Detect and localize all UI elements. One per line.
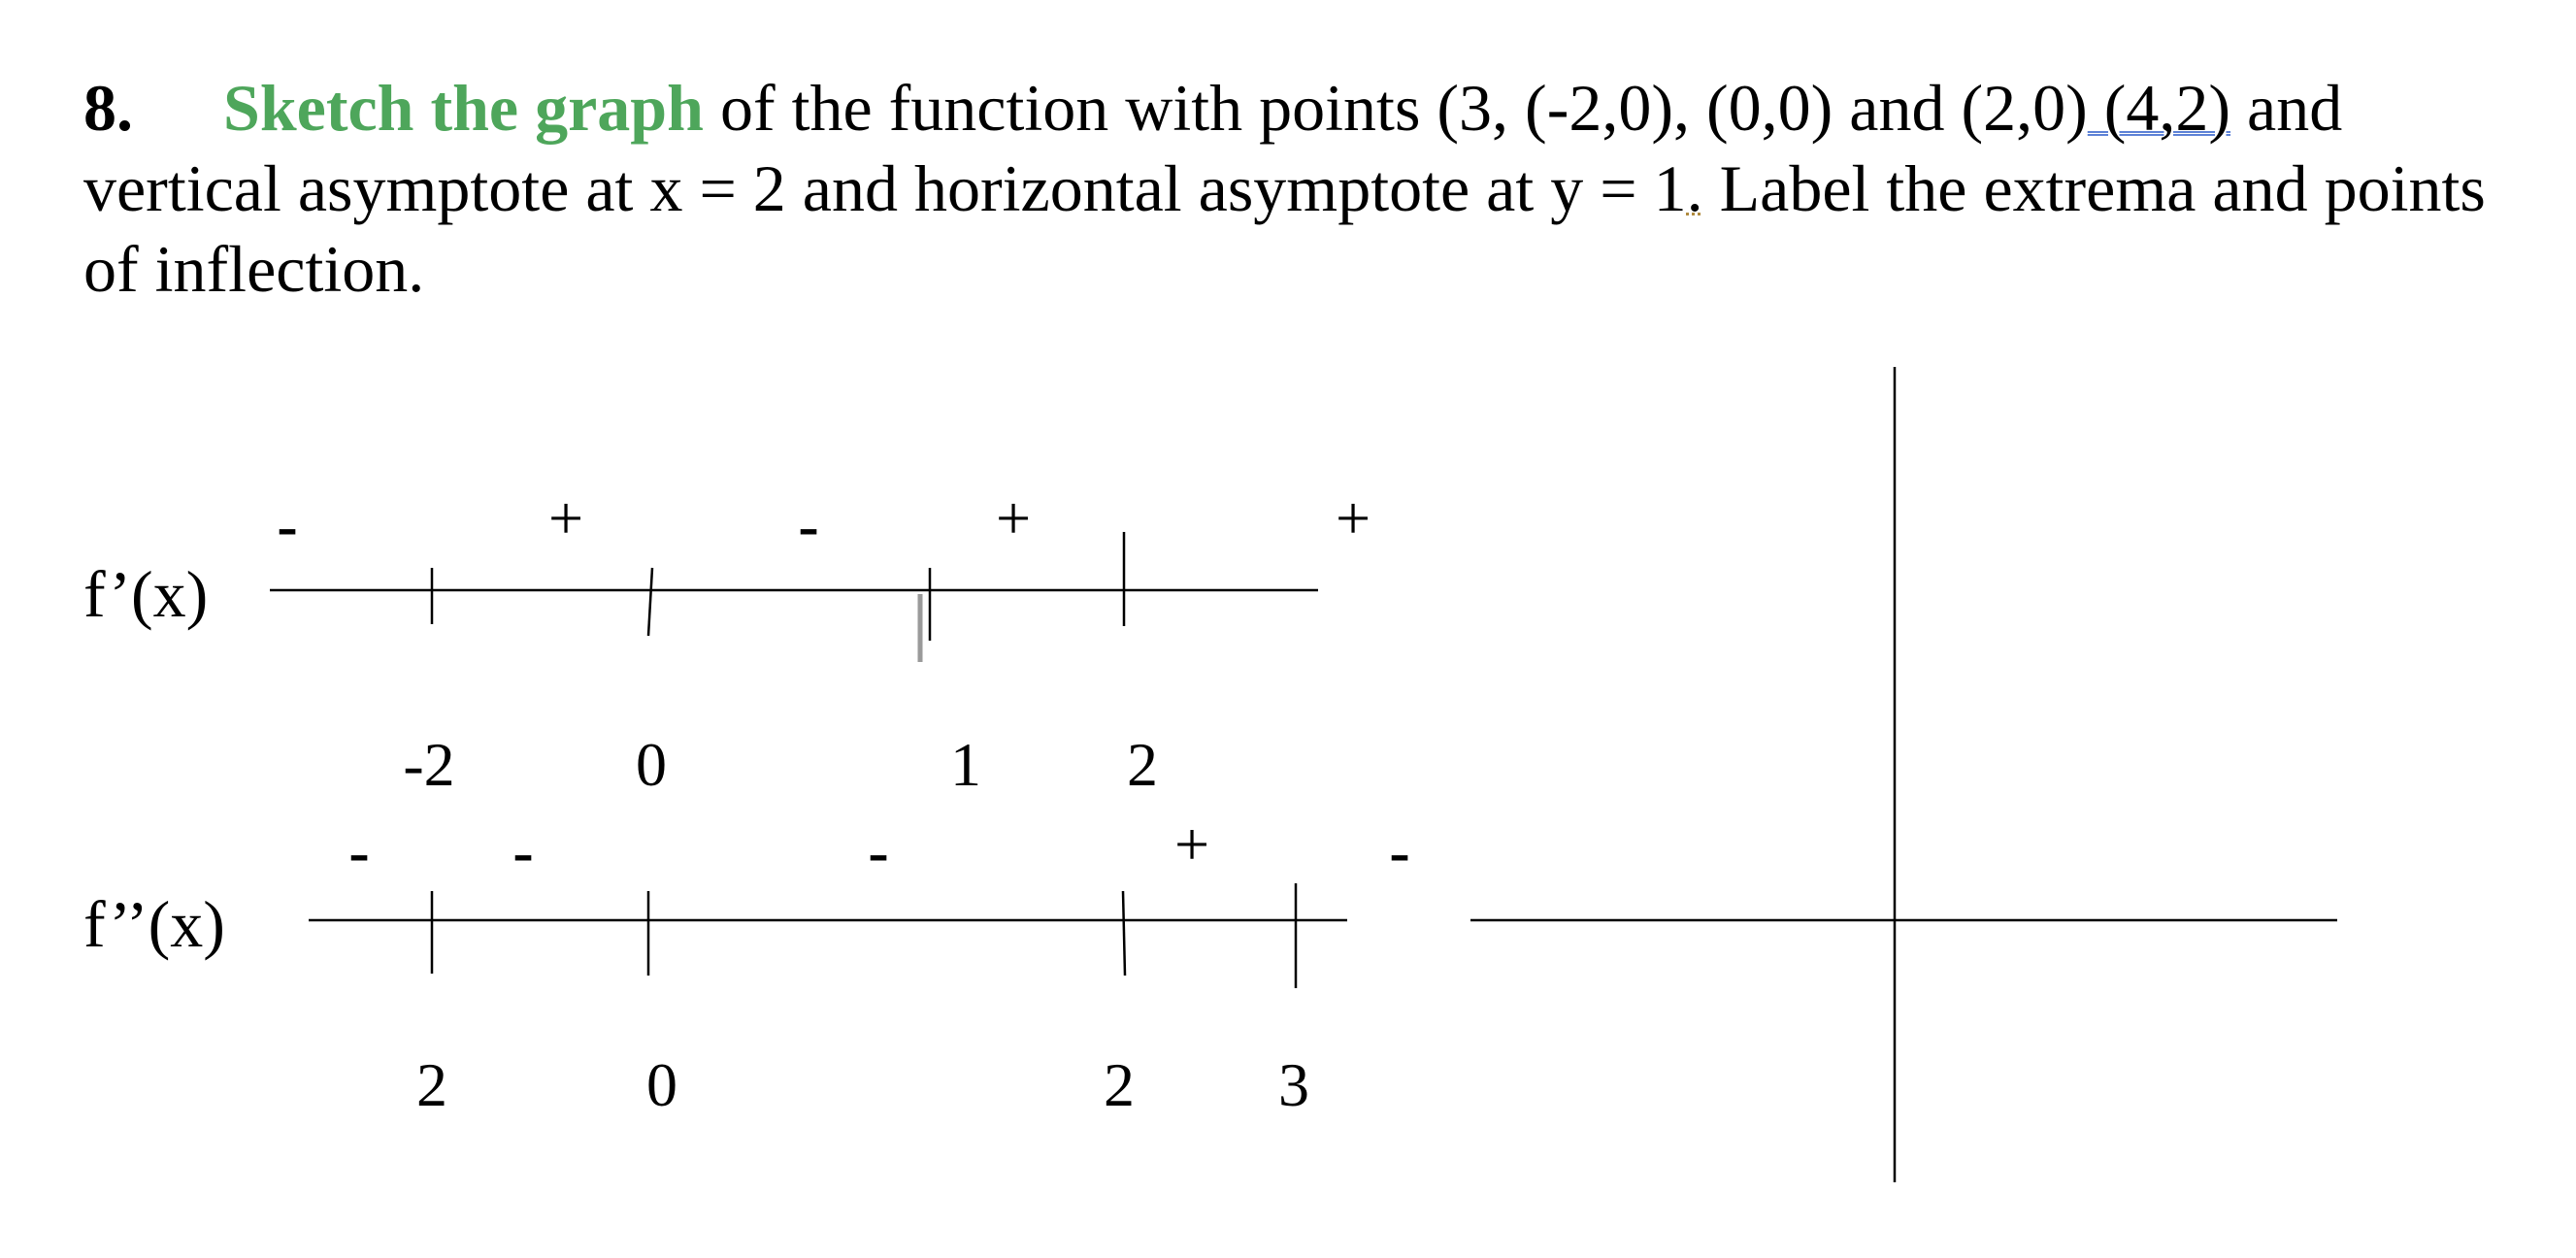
second-derivative-tick-label: 2 <box>416 1050 447 1119</box>
second-derivative-tick-label: 0 <box>646 1050 677 1119</box>
second-derivative-sign: - <box>348 817 370 886</box>
second-derivative-tick-label: 2 <box>1104 1050 1135 1119</box>
second-derivative-label: f’’(x) <box>83 887 225 961</box>
second-derivative-sign: - <box>868 817 889 886</box>
problem-number: 8. <box>83 71 133 145</box>
first-derivative-sign: + <box>1335 483 1371 552</box>
first-derivative-tick-label: 0 <box>636 730 667 799</box>
first-derivative-sign: + <box>995 483 1032 552</box>
second-derivative-sign: - <box>512 817 534 886</box>
problem-text-b: (4,2) <box>2087 71 2231 145</box>
first-derivative-tick-label: 1 <box>950 730 981 799</box>
first-derivative-sign: - <box>277 491 298 560</box>
first-derivative-tick-label: 2 <box>1127 730 1158 799</box>
second-derivative-tick <box>1123 891 1125 976</box>
first-derivative-sign: - <box>798 491 819 560</box>
second-derivative-tick-label: 3 <box>1278 1050 1309 1119</box>
problem-text-c: and vertical asymptote at x = 2 and horizontal asymptote at y = 1 <box>83 71 2343 225</box>
first-derivative-label: f’(x) <box>83 557 209 631</box>
first-derivative-tick-label: -2 <box>403 730 455 799</box>
problem-text-d: . <box>1686 151 1703 225</box>
problem-text-a: of the function with points (3, (-2,0), (0,0) and (2,0) <box>703 71 2088 145</box>
problem-lead: Sketch the graph <box>223 71 704 145</box>
second-derivative-sign: - <box>1389 817 1410 886</box>
second-derivative-sign: + <box>1173 810 1210 878</box>
problem-text-e: Label the extrema and points of inflection. <box>83 151 2486 306</box>
first-derivative-sign: + <box>547 483 584 552</box>
first-derivative-tick <box>648 568 652 636</box>
